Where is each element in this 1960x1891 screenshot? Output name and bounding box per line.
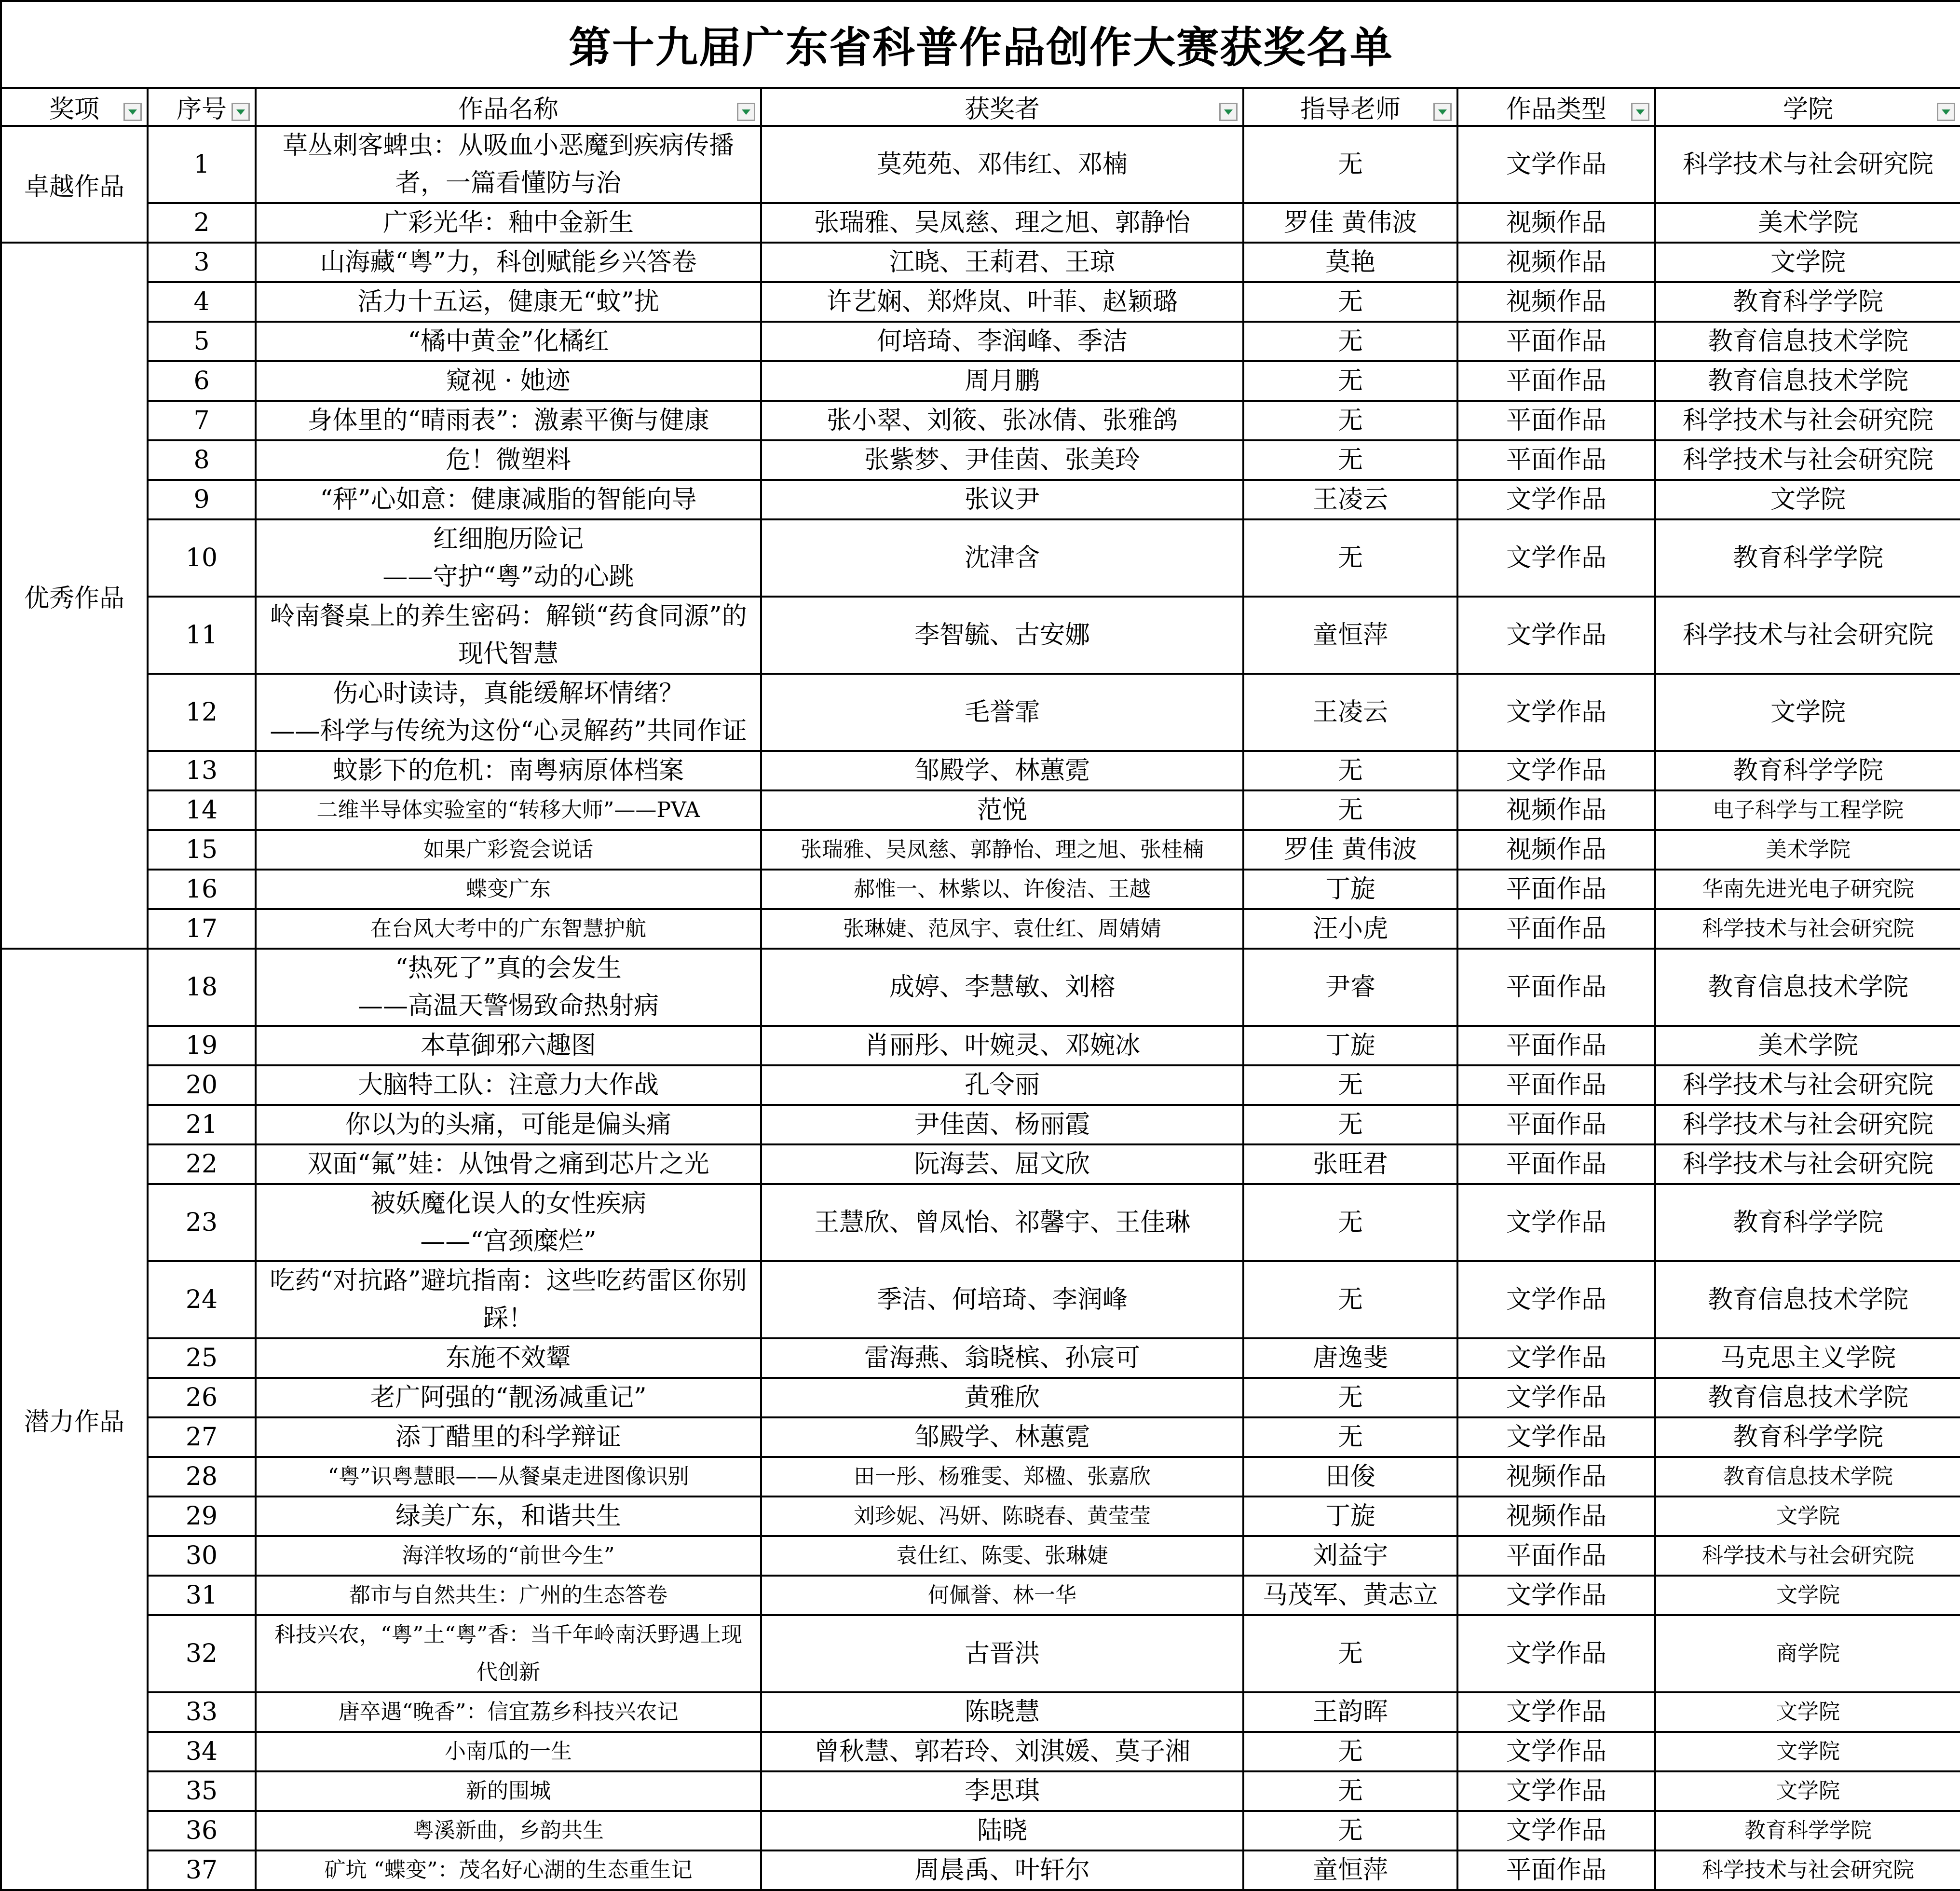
college-cell: 教育信息技术学院 (1655, 949, 1960, 1026)
header-work-name-label: 作品名称 (458, 95, 558, 124)
winners-cell: 曾秋慧、郭若玲、刘淇媛、莫子湘 (761, 1732, 1243, 1771)
work-name-cell: 广彩光华：釉中金新生 (256, 203, 761, 243)
table-row (1, 282, 1960, 322)
winners-cell: 沈津含 (761, 519, 1243, 597)
work-type-cell: 视频作品 (1457, 830, 1655, 870)
teacher-cell: 田俊 (1243, 1457, 1457, 1496)
number-cell: 27 (148, 1417, 256, 1457)
number-cell: 20 (148, 1065, 256, 1105)
work-name-cell: 都市与自然共生：广州的生态答卷 (256, 1576, 761, 1615)
number-cell: 34 (148, 1732, 256, 1771)
table-row (1, 949, 1960, 1026)
college-cell: 科学技术与社会研究院 (1655, 1105, 1960, 1144)
winners-cell: 王慧欣、曾凤怡、祁馨宇、王佳琳 (761, 1184, 1243, 1261)
table-row (1, 519, 1960, 597)
college-cell: 美术学院 (1655, 1026, 1960, 1065)
teacher-cell: 罗佳 黄伟波 (1243, 203, 1457, 243)
college-cell: 科学技术与社会研究院 (1655, 401, 1960, 440)
table-row (1, 1850, 1960, 1890)
header-row (1, 88, 1960, 126)
filter-dropdown-icon[interactable] (737, 103, 755, 121)
header-college-label: 学院 (1783, 95, 1834, 124)
work-type-cell: 视频作品 (1457, 243, 1655, 282)
number-cell: 11 (148, 597, 256, 674)
work-name-cell: 如果广彩瓷会说话 (256, 830, 761, 870)
work-name-cell: 小南瓜的一生 (256, 1732, 761, 1771)
work-name-cell: 草丛刺客蜱虫：从吸血小恶魔到疾病传播 者，一篇看懂防与治 (256, 126, 761, 203)
teacher-cell: 无 (1243, 440, 1457, 480)
work-type-cell: 文学作品 (1457, 1615, 1655, 1692)
work-type-cell: 平面作品 (1457, 909, 1655, 949)
work-type-cell: 文学作品 (1457, 1692, 1655, 1732)
teacher-cell: 无 (1243, 1811, 1457, 1850)
work-type-cell: 平面作品 (1457, 1850, 1655, 1890)
winners-cell: 陈晓慧 (761, 1692, 1243, 1732)
teacher-cell: 丁旋 (1243, 1496, 1457, 1536)
winners-cell: 邹殿学、林蕙霓 (761, 1417, 1243, 1457)
work-type-cell: 文学作品 (1457, 1261, 1655, 1338)
teacher-cell: 无 (1243, 401, 1457, 440)
work-name-cell: 吃药“对抗路”避坑指南：这些吃药雷区你别 踩！ (256, 1261, 761, 1338)
teacher-cell: 无 (1243, 1378, 1457, 1417)
work-type-cell: 平面作品 (1457, 1536, 1655, 1576)
award-group-cell: 优秀作品 (1, 243, 148, 949)
work-name-cell: 粤溪新曲，乡韵共生 (256, 1811, 761, 1850)
winners-cell: 毛誉霏 (761, 674, 1243, 751)
teacher-cell: 丁旋 (1243, 1026, 1457, 1065)
table-row (1, 674, 1960, 751)
winners-cell: 莫苑苑、邓伟红、邓楠 (761, 126, 1243, 203)
number-cell: 2 (148, 203, 256, 243)
teacher-cell: 无 (1243, 1184, 1457, 1261)
header-work-type[interactable] (1457, 88, 1655, 126)
work-name-cell: 蚊影下的危机：南粤病原体档案 (256, 751, 761, 790)
filter-dropdown-icon[interactable] (1937, 103, 1955, 121)
number-cell: 4 (148, 282, 256, 322)
college-cell: 教育信息技术学院 (1655, 1261, 1960, 1338)
table-row (1, 790, 1960, 830)
header-teacher[interactable] (1243, 88, 1457, 126)
college-cell: 科学技术与社会研究院 (1655, 597, 1960, 674)
table-row (1, 830, 1960, 870)
table-row (1, 1144, 1960, 1184)
number-cell: 18 (148, 949, 256, 1026)
number-cell: 16 (148, 870, 256, 909)
winners-cell: 袁仕红、陈雯、张琳婕 (761, 1536, 1243, 1576)
winners-cell: 范悦 (761, 790, 1243, 830)
work-type-cell: 文学作品 (1457, 1184, 1655, 1261)
college-cell: 教育科学学院 (1655, 282, 1960, 322)
header-teacher-label: 指导老师 (1300, 95, 1401, 124)
number-cell: 6 (148, 361, 256, 401)
college-cell: 商学院 (1655, 1615, 1960, 1692)
number-cell: 13 (148, 751, 256, 790)
work-type-cell: 文学作品 (1457, 1576, 1655, 1615)
work-name-cell: 活力十五运，健康无“蚊”扰 (256, 282, 761, 322)
table-row (1, 1338, 1960, 1378)
number-cell: 31 (148, 1576, 256, 1615)
college-cell: 华南先进光电子研究院 (1655, 870, 1960, 909)
teacher-cell: 无 (1243, 361, 1457, 401)
college-cell: 教育科学学院 (1655, 1417, 1960, 1457)
work-type-cell: 视频作品 (1457, 203, 1655, 243)
table-row (1, 203, 1960, 243)
college-cell: 教育信息技术学院 (1655, 1378, 1960, 1417)
number-cell: 37 (148, 1850, 256, 1890)
number-cell: 33 (148, 1692, 256, 1732)
college-cell: 文学院 (1655, 1692, 1960, 1732)
work-name-cell: 蝶变广东 (256, 870, 761, 909)
number-cell: 25 (148, 1338, 256, 1378)
number-cell: 17 (148, 909, 256, 949)
table-row (1, 1184, 1960, 1261)
table-row (1, 1692, 1960, 1732)
work-type-cell: 平面作品 (1457, 949, 1655, 1026)
college-cell: 科学技术与社会研究院 (1655, 440, 1960, 480)
award-group-cell: 卓越作品 (1, 126, 148, 243)
work-type-cell: 平面作品 (1457, 401, 1655, 440)
number-cell: 10 (148, 519, 256, 597)
work-type-cell: 视频作品 (1457, 282, 1655, 322)
teacher-cell: 无 (1243, 1732, 1457, 1771)
winners-cell: 刘珍妮、冯妍、陈晓春、黄莹莹 (761, 1496, 1243, 1536)
teacher-cell: 莫艳 (1243, 243, 1457, 282)
number-cell: 12 (148, 674, 256, 751)
table-row (1, 909, 1960, 949)
number-cell: 28 (148, 1457, 256, 1496)
work-type-cell: 平面作品 (1457, 870, 1655, 909)
work-type-cell: 平面作品 (1457, 1105, 1655, 1144)
number-cell: 9 (148, 480, 256, 519)
header-work-name[interactable] (256, 88, 761, 126)
teacher-cell: 刘益宇 (1243, 1536, 1457, 1576)
header-work-type-label: 作品类型 (1506, 95, 1606, 124)
header-college[interactable] (1655, 88, 1960, 126)
college-cell: 教育科学学院 (1655, 751, 1960, 790)
college-cell: 文学院 (1655, 1576, 1960, 1615)
winners-cell: 江晓、王莉君、王琼 (761, 243, 1243, 282)
winners-cell: 季洁、何培琦、李润峰 (761, 1261, 1243, 1338)
work-type-cell: 文学作品 (1457, 674, 1655, 751)
winners-cell: 张瑞雅、吴凤慈、郭静怡、理之旭、张桂楠 (761, 830, 1243, 870)
teacher-cell: 王凌云 (1243, 480, 1457, 519)
header-number[interactable] (148, 88, 256, 126)
teacher-cell: 无 (1243, 790, 1457, 830)
winners-cell: 郝惟一、林紫以、许俊洁、王越 (761, 870, 1243, 909)
teacher-cell: 无 (1243, 519, 1457, 597)
winners-cell: 张小翠、刘筱、张冰倩、张雅鸽 (761, 401, 1243, 440)
table-row (1, 480, 1960, 519)
work-type-cell: 文学作品 (1457, 1732, 1655, 1771)
teacher-cell: 汪小虎 (1243, 909, 1457, 949)
college-cell: 美术学院 (1655, 830, 1960, 870)
work-name-cell: 被妖魔化误人的女性疾病 ——“宫颈糜烂” (256, 1184, 761, 1261)
table-row (1, 1496, 1960, 1536)
college-cell: 教育科学学院 (1655, 1811, 1960, 1850)
header-winners[interactable] (761, 88, 1243, 126)
work-type-cell: 视频作品 (1457, 1457, 1655, 1496)
winners-cell: 张议尹 (761, 480, 1243, 519)
college-cell: 教育信息技术学院 (1655, 1457, 1960, 1496)
teacher-cell: 王韵晖 (1243, 1692, 1457, 1732)
work-type-cell: 平面作品 (1457, 1065, 1655, 1105)
work-name-cell: “秤”心如意：健康减脂的智能向导 (256, 480, 761, 519)
teacher-cell: 无 (1243, 1615, 1457, 1692)
work-type-cell: 视频作品 (1457, 790, 1655, 830)
work-name-cell: “热死了”真的会发生 ——高温天警惕致命热射病 (256, 949, 761, 1026)
number-cell: 7 (148, 401, 256, 440)
table-row (1, 1026, 1960, 1065)
winners-cell: 何佩誉、林一华 (761, 1576, 1243, 1615)
work-type-cell: 文学作品 (1457, 126, 1655, 203)
work-name-cell: 大脑特工队：注意力大作战 (256, 1065, 761, 1105)
table-row (1, 1105, 1960, 1144)
teacher-cell: 无 (1243, 751, 1457, 790)
winners-cell: 邹殿学、林蕙霓 (761, 751, 1243, 790)
work-name-cell: 身体里的“晴雨表”：激素平衡与健康 (256, 401, 761, 440)
work-type-cell: 平面作品 (1457, 361, 1655, 401)
work-type-cell: 平面作品 (1457, 440, 1655, 480)
table-row (1, 440, 1960, 480)
work-type-cell: 平面作品 (1457, 1026, 1655, 1065)
work-name-cell: 东施不效颦 (256, 1338, 761, 1378)
winners-cell: 何培琦、李润峰、季洁 (761, 322, 1243, 361)
filter-dropdown-icon[interactable] (123, 103, 142, 121)
table-row (1, 1732, 1960, 1771)
college-cell: 科学技术与社会研究院 (1655, 126, 1960, 203)
teacher-cell: 尹睿 (1243, 949, 1457, 1026)
number-cell: 22 (148, 1144, 256, 1184)
number-cell: 23 (148, 1184, 256, 1261)
winners-cell: 成婷、李慧敏、刘榕 (761, 949, 1243, 1026)
number-cell: 3 (148, 243, 256, 282)
work-type-cell: 文学作品 (1457, 1811, 1655, 1850)
winners-cell: 张瑞雅、吴凤慈、理之旭、郭静怡 (761, 203, 1243, 243)
table-row (1, 870, 1960, 909)
college-cell: 教育信息技术学院 (1655, 322, 1960, 361)
number-cell: 19 (148, 1026, 256, 1065)
teacher-cell: 无 (1243, 1261, 1457, 1338)
college-cell: 文学院 (1655, 1771, 1960, 1811)
table-row (1, 322, 1960, 361)
work-name-cell: 科技兴农，“粤”土“粤”香：当千年岭南沃野遇上现 代创新 (256, 1615, 761, 1692)
teacher-cell: 唐逸斐 (1243, 1338, 1457, 1378)
work-name-cell: “粤”识粤慧眼——从餐桌走进图像识别 (256, 1457, 761, 1496)
work-name-cell: 岭南餐桌上的养生密码：解锁“药食同源”的 现代智慧 (256, 597, 761, 674)
teacher-cell: 张旺君 (1243, 1144, 1457, 1184)
winners-cell: 张紫梦、尹佳茵、张美玲 (761, 440, 1243, 480)
table-row (1, 1417, 1960, 1457)
work-name-cell: 本草御邪六趣图 (256, 1026, 761, 1065)
winners-cell: 李智毓、古安娜 (761, 597, 1243, 674)
work-type-cell: 文学作品 (1457, 480, 1655, 519)
winners-cell: 古晋洪 (761, 1615, 1243, 1692)
teacher-cell: 无 (1243, 282, 1457, 322)
work-name-cell: 海洋牧场的“前世今生” (256, 1536, 761, 1576)
sheet-title: 第十九届广东省科普作品创作大赛获奖名单 (1, 1, 1960, 88)
college-cell: 美术学院 (1655, 203, 1960, 243)
table-row (1, 751, 1960, 790)
winners-cell: 尹佳茵、杨丽霞 (761, 1105, 1243, 1144)
table-row (1, 1261, 1960, 1338)
work-type-cell: 文学作品 (1457, 1338, 1655, 1378)
table-row (1, 1576, 1960, 1615)
award-group-cell: 潜力作品 (1, 949, 148, 1890)
number-cell: 30 (148, 1536, 256, 1576)
work-name-cell: 窥视 · 她迹 (256, 361, 761, 401)
work-type-cell: 文学作品 (1457, 1417, 1655, 1457)
college-cell: 教育科学学院 (1655, 1184, 1960, 1261)
winners-cell: 张琳婕、范凤宇、袁仕红、周婧婧 (761, 909, 1243, 949)
work-name-cell: 矿坑 “蝶变”：茂名好心湖的生态重生记 (256, 1850, 761, 1890)
teacher-cell: 无 (1243, 1105, 1457, 1144)
winners-cell: 阮海芸、屈文欣 (761, 1144, 1243, 1184)
header-number-label: 序号 (176, 95, 227, 124)
number-cell: 21 (148, 1105, 256, 1144)
college-cell: 文学院 (1655, 480, 1960, 519)
work-type-cell: 文学作品 (1457, 1378, 1655, 1417)
college-cell: 文学院 (1655, 674, 1960, 751)
college-cell: 文学院 (1655, 1496, 1960, 1536)
teacher-cell: 丁旋 (1243, 870, 1457, 909)
college-cell: 科学技术与社会研究院 (1655, 1536, 1960, 1576)
work-type-cell: 文学作品 (1457, 519, 1655, 597)
number-cell: 8 (148, 440, 256, 480)
header-award-label: 奖项 (49, 95, 99, 124)
number-cell: 5 (148, 322, 256, 361)
work-name-cell: 二维半导体实验室的“转移大师”——PVA (256, 790, 761, 830)
teacher-cell: 王凌云 (1243, 674, 1457, 751)
teacher-cell: 无 (1243, 1771, 1457, 1811)
work-type-cell: 文学作品 (1457, 1771, 1655, 1811)
winners-cell: 陆晓 (761, 1811, 1243, 1850)
work-name-cell: 绿美广东，和谐共生 (256, 1496, 761, 1536)
college-cell: 科学技术与社会研究院 (1655, 1144, 1960, 1184)
work-name-cell: 危！微塑料 (256, 440, 761, 480)
number-cell: 14 (148, 790, 256, 830)
work-name-cell: 唐卒遇“晚香”：信宜荔乡科技兴农记 (256, 1692, 761, 1732)
teacher-cell: 无 (1243, 1065, 1457, 1105)
work-name-cell: 在台风大考中的广东智慧护航 (256, 909, 761, 949)
filter-dropdown-icon[interactable] (1219, 103, 1238, 121)
number-cell: 29 (148, 1496, 256, 1536)
table-row (1, 1811, 1960, 1850)
teacher-cell: 马茂军、黄志立 (1243, 1576, 1457, 1615)
number-cell: 1 (148, 126, 256, 203)
table-row (1, 243, 1960, 282)
college-cell: 科学技术与社会研究院 (1655, 1065, 1960, 1105)
work-name-cell: 添丁醋里的科学辩证 (256, 1417, 761, 1457)
winners-cell: 李思琪 (761, 1771, 1243, 1811)
work-type-cell: 文学作品 (1457, 751, 1655, 790)
winners-cell: 黄雅欣 (761, 1378, 1243, 1417)
teacher-cell: 无 (1243, 126, 1457, 203)
work-name-cell: “橘中黄金”化橘红 (256, 322, 761, 361)
college-cell: 科学技术与社会研究院 (1655, 1850, 1960, 1890)
teacher-cell: 无 (1243, 322, 1457, 361)
winners-cell: 周月鹏 (761, 361, 1243, 401)
college-cell: 教育信息技术学院 (1655, 361, 1960, 401)
winners-cell: 周晨禹、叶轩尔 (761, 1850, 1243, 1890)
college-cell: 文学院 (1655, 243, 1960, 282)
work-name-cell: 老广阿强的“靓汤减重记” (256, 1378, 761, 1417)
work-name-cell: 红细胞历险记 ——守护“粤”动的心跳 (256, 519, 761, 597)
table-row (1, 401, 1960, 440)
work-name-cell: 双面“氟”娃：从蚀骨之痛到芯片之光 (256, 1144, 761, 1184)
teacher-cell: 罗佳 黄伟波 (1243, 830, 1457, 870)
table-row (1, 1378, 1960, 1417)
winners-cell: 肖丽彤、叶婉灵、邓婉冰 (761, 1026, 1243, 1065)
header-award[interactable] (1, 88, 148, 126)
work-type-cell: 文学作品 (1457, 597, 1655, 674)
table-row (1, 1457, 1960, 1496)
college-cell: 教育科学学院 (1655, 519, 1960, 597)
work-name-cell: 山海藏“粤”力，科创赋能乡兴答卷 (256, 243, 761, 282)
number-cell: 35 (148, 1771, 256, 1811)
number-cell: 26 (148, 1378, 256, 1417)
table-row (1, 1065, 1960, 1105)
work-type-cell: 平面作品 (1457, 322, 1655, 361)
work-name-cell: 伤心时读诗，真能缓解坏情绪？ ——科学与传统为这份“心灵解药”共同作证 (256, 674, 761, 751)
table-row (1, 1615, 1960, 1692)
table-row (1, 1536, 1960, 1576)
college-cell: 文学院 (1655, 1732, 1960, 1771)
number-cell: 36 (148, 1811, 256, 1850)
work-name-cell: 你以为的头痛，可能是偏头痛 (256, 1105, 761, 1144)
table-row (1, 361, 1960, 401)
table-row (1, 597, 1960, 674)
filter-dropdown-icon[interactable] (231, 103, 250, 121)
winners-cell: 雷海燕、翁晓槟、孙宸可 (761, 1338, 1243, 1378)
college-cell: 马克思主义学院 (1655, 1338, 1960, 1378)
college-cell: 电子科学与工程学院 (1655, 790, 1960, 830)
teacher-cell: 童恒萍 (1243, 1850, 1457, 1890)
teacher-cell: 童恒萍 (1243, 597, 1457, 674)
winners-cell: 许艺娴、郑烨岚、叶菲、赵颖璐 (761, 282, 1243, 322)
college-cell: 科学技术与社会研究院 (1655, 909, 1960, 949)
header-winners-label: 获奖者 (964, 95, 1040, 124)
work-type-cell: 平面作品 (1457, 1144, 1655, 1184)
number-cell: 24 (148, 1261, 256, 1338)
number-cell: 32 (148, 1615, 256, 1692)
number-cell: 15 (148, 830, 256, 870)
teacher-cell: 无 (1243, 1417, 1457, 1457)
table-row (1, 1771, 1960, 1811)
filter-dropdown-icon[interactable] (1631, 103, 1649, 121)
winners-cell: 田一彤、杨雅雯、郑楹、张嘉欣 (761, 1457, 1243, 1496)
filter-dropdown-icon[interactable] (1433, 103, 1452, 121)
table-row (1, 126, 1960, 203)
work-name-cell: 新的围城 (256, 1771, 761, 1811)
winners-cell: 孔令丽 (761, 1065, 1243, 1105)
work-type-cell: 视频作品 (1457, 1496, 1655, 1536)
